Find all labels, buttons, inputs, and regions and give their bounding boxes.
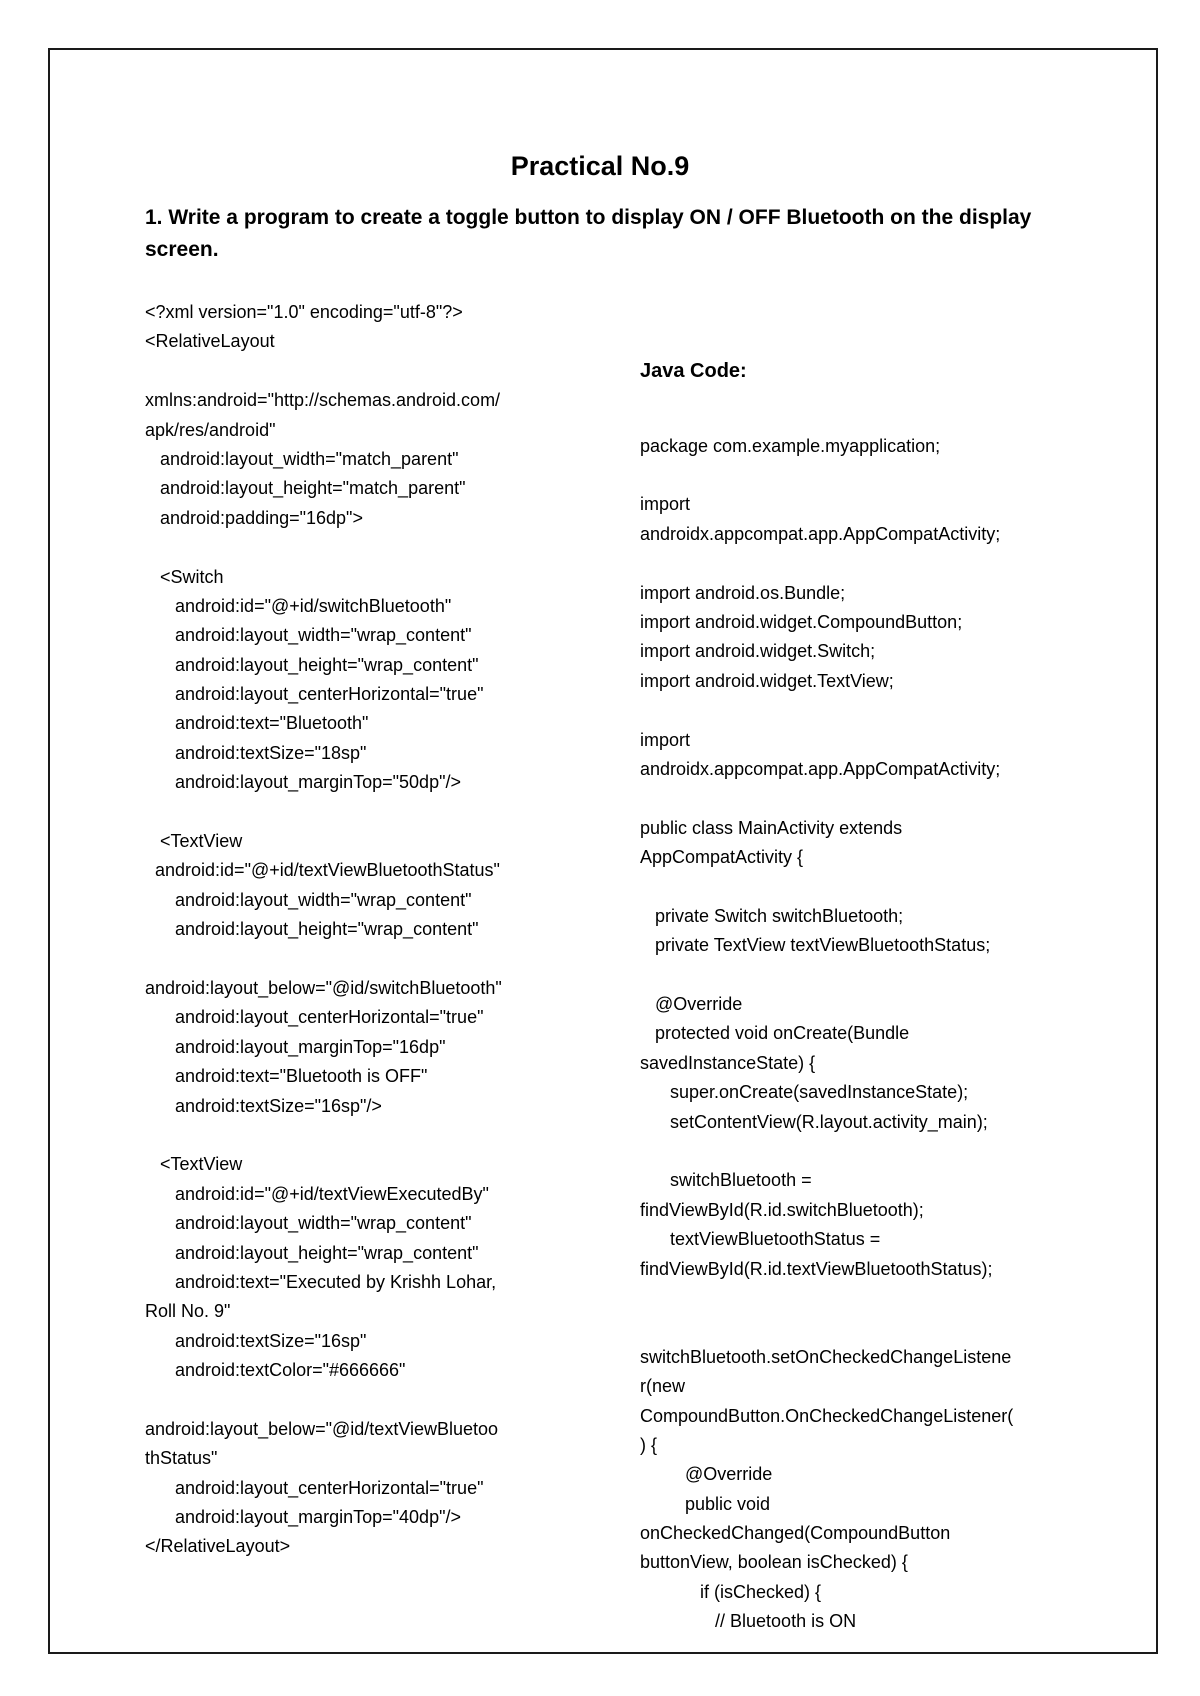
java-code-line: private Switch switchBluetooth; bbox=[640, 905, 904, 926]
java-code-block bbox=[640, 298, 1080, 1637]
xml-code-line: <RelativeLayout bbox=[145, 331, 275, 352]
xml-code-line: android:layout_centerHorizontal="true" bbox=[145, 1007, 484, 1028]
java-code-line bbox=[640, 872, 1080, 901]
xml-code-line: android:layout_width="wrap_content" bbox=[145, 1213, 472, 1234]
xml-code-line bbox=[145, 1121, 585, 1150]
java-code-line bbox=[640, 1313, 1080, 1342]
java-code-line bbox=[640, 1137, 1080, 1166]
java-code-line: private TextView textViewBluetoothStatus; bbox=[640, 935, 991, 956]
xml-code-line bbox=[145, 1385, 585, 1414]
xml-code-line bbox=[145, 798, 585, 827]
java-code-line: savedInstanceState) { bbox=[640, 1052, 816, 1073]
xml-code-line bbox=[145, 533, 585, 562]
xml-code-line: android:id="@+id/textViewExecutedBy" bbox=[145, 1183, 489, 1204]
java-code-line: AppCompatActivity { bbox=[640, 847, 804, 868]
java-code-line: buttonView, boolean isChecked) { bbox=[640, 1552, 908, 1573]
xml-code-line: android:layout_marginTop="40dp"/> bbox=[145, 1507, 461, 1528]
xml-code-line: </RelativeLayout> bbox=[145, 1536, 291, 1557]
question-text: 1. Write a program to create a toggle button to display ON / OFF Bluetooth on the display screen. bbox=[145, 206, 1032, 261]
xml-code-line: xmlns:android="http://schemas.android.com/ bbox=[145, 390, 501, 411]
java-code-line: switchBluetooth = bbox=[640, 1170, 812, 1191]
java-code-line: import android.widget.Switch; bbox=[640, 641, 876, 662]
xml-code-line: <TextView bbox=[145, 1154, 243, 1175]
java-code-line: findViewById(R.id.textViewBluetoothStatus); bbox=[640, 1258, 993, 1279]
java-code-line: import android.widget.TextView; bbox=[640, 670, 894, 691]
xml-code-line: android:layout_width="match_parent" bbox=[145, 448, 459, 469]
java-code-line: onCheckedChanged(CompoundButton bbox=[640, 1523, 951, 1544]
java-code-line: androidx.appcompat.app.AppCompatActivity; bbox=[640, 523, 1001, 544]
java-code-line: // Bluetooth is ON bbox=[640, 1611, 857, 1632]
java-code-line: @Override bbox=[640, 994, 743, 1015]
xml-code-line: android:layout_height="match_parent" bbox=[145, 478, 466, 499]
xml-code-line: android:layout_width="wrap_content" bbox=[145, 889, 472, 910]
xml-code-line: android:textSize="16sp"/> bbox=[145, 1095, 382, 1116]
java-code-line bbox=[640, 549, 1080, 578]
xml-code-line: android:text="Executed by Krishh Lohar, bbox=[145, 1271, 497, 1292]
xml-code-line: android:layout_width="wrap_content" bbox=[145, 625, 472, 646]
xml-code-line: android:layout_height="wrap_content" bbox=[145, 1242, 479, 1263]
xml-code-line: android:layout_below="@id/textViewBluetoo bbox=[145, 1418, 499, 1439]
xml-code-line: android:layout_centerHorizontal="true" bbox=[145, 684, 484, 705]
xml-code-line: Roll No. 9" bbox=[145, 1301, 231, 1322]
java-code-line: switchBluetooth.setOnCheckedChangeListene bbox=[640, 1346, 1012, 1367]
xml-code-line: android:layout_height="wrap_content" bbox=[145, 654, 479, 675]
java-code-line bbox=[640, 696, 1080, 725]
xml-code-line: <TextView bbox=[145, 831, 243, 852]
xml-code-line: android:layout_below="@id/switchBluetooth" bbox=[145, 977, 502, 998]
xml-code-line: android:id="@+id/switchBluetooth" bbox=[145, 595, 452, 616]
xml-code-line: apk/res/android" bbox=[145, 419, 276, 440]
xml-code-line: android:layout_marginTop="16dp" bbox=[145, 1036, 446, 1057]
java-code-line: package com.example.myapplication; bbox=[640, 435, 941, 456]
java-code-line: ) { bbox=[640, 1434, 658, 1455]
java-code-line bbox=[640, 1284, 1080, 1313]
xml-code-line: android:textSize="18sp" bbox=[145, 742, 367, 763]
java-code-line: textViewBluetoothStatus = bbox=[640, 1229, 881, 1250]
java-code-line bbox=[640, 461, 1080, 490]
xml-code-line: <Switch bbox=[145, 566, 224, 587]
xml-code-line: android:layout_marginTop="50dp"/> bbox=[145, 772, 461, 793]
xml-code-line: <?xml version="1.0" encoding="utf-8"?> bbox=[145, 302, 463, 322]
java-code-line: import android.widget.CompoundButton; bbox=[640, 611, 963, 632]
java-code-line: @Override bbox=[640, 1464, 773, 1485]
xml-code-line: android:textColor="#666666" bbox=[145, 1360, 406, 1381]
java-code-line: protected void onCreate(Bundle bbox=[640, 1023, 910, 1044]
java-code-line: import android.os.Bundle; bbox=[640, 582, 846, 603]
java-code-line: setContentView(R.layout.activity_main); bbox=[640, 1111, 988, 1132]
xml-code-line bbox=[145, 357, 585, 386]
xml-code-line: android:text="Bluetooth is OFF" bbox=[145, 1066, 428, 1087]
xml-code-line: android:textSize="16sp" bbox=[145, 1330, 367, 1351]
java-code-line: import bbox=[640, 494, 691, 515]
java-code-line: public void bbox=[640, 1493, 771, 1514]
xml-code-block bbox=[145, 298, 585, 1562]
xml-code-line: thStatus" bbox=[145, 1448, 218, 1469]
page-title: Practical No.9 bbox=[510, 151, 690, 181]
java-code-line: if (isChecked) { bbox=[640, 1581, 822, 1602]
xml-code-line bbox=[145, 945, 585, 974]
java-code-line: androidx.appcompat.app.AppCompatActivity; bbox=[640, 758, 1001, 779]
java-code-line bbox=[640, 961, 1080, 990]
java-code-line bbox=[640, 784, 1080, 813]
java-code-line: findViewById(R.id.switchBluetooth); bbox=[640, 1199, 924, 1220]
java-code-line: import bbox=[640, 729, 691, 750]
xml-code-line: android:layout_centerHorizontal="true" bbox=[145, 1477, 484, 1498]
xml-code-line: android:padding="16dp"> bbox=[145, 507, 363, 528]
xml-code-line: android:id="@+id/textViewBluetoothStatus" bbox=[145, 860, 500, 881]
java-code-line: public class MainActivity extends bbox=[640, 817, 903, 838]
java-code-heading: Java Code: bbox=[640, 359, 747, 382]
xml-code-line: android:layout_height="wrap_content" bbox=[145, 919, 479, 940]
xml-code-line: android:text="Bluetooth" bbox=[145, 713, 369, 734]
java-code-line: r(new bbox=[640, 1376, 686, 1397]
java-code-line: super.onCreate(savedInstanceState); bbox=[640, 1082, 969, 1103]
java-code-line: CompoundButton.OnCheckedChangeListener( bbox=[640, 1405, 1014, 1426]
